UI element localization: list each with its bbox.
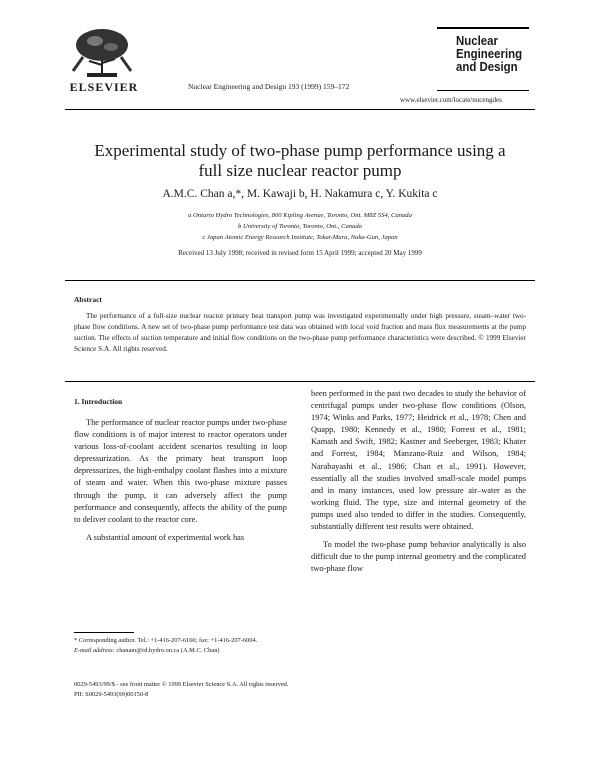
abstract-top-divider	[65, 280, 535, 281]
affiliation-b: b University of Toronto, Toronto, Ont., Canada	[238, 223, 362, 230]
email-address[interactable]: chanam@rd.hydro.on.ca (A.M.C. Chan)	[116, 647, 220, 654]
paragraph: To model the two-phase pump behavior analytically is also difficult due to the pump internal geometry and the complicated two-phase flow	[311, 540, 526, 574]
footnote-divider	[74, 632, 134, 633]
article-title	[65, 141, 535, 181]
section-heading: 1. Introduction	[74, 397, 123, 406]
affiliation-c: c Japan Atomic Energy Research Institute, Tokai-Mura, Naka-Gun, Japan	[202, 234, 398, 241]
email-label: E-mail address:	[74, 647, 115, 654]
paragraph: The performance of nuclear reactor pumps under two-phase flow conditions is of major interest to reactor operators under various loss-of-coolant accident scenarios resulting in loop depressurization. As the primary heat transport loop depressurizes, the high-enthalpy coolant flashes into a mixture of steam and water. When this two-phase mixture passes through the pump, it can adversely affect the pump performance and consequently, affects the ability of the pump to deliver coolant to the reactor core.	[74, 418, 287, 524]
journal-citation: Nuclear Engineering and Design 193 (1999) 159–172	[188, 82, 350, 91]
journal-url[interactable]: www.elsevier.com/locate/nucengdes	[400, 96, 502, 104]
corresponding-author-note: * Corresponding author. Tel.: +1-416-207-6160; fax: +1-416-207-6004.	[74, 637, 258, 644]
article-dates: Received 13 July 1998; received in revised form 15 April 1999; accepted 20 May 1999	[178, 249, 422, 257]
journal-title-line3: and Design	[456, 59, 518, 74]
journal-title-line1: Nuclear	[456, 33, 498, 48]
pii-line: PII: S0029-5493(99)00150-8	[74, 691, 149, 698]
issn-line: 0029-5493/99/$ - see front matter © 1999 Elsevier Science S.A. All rights reserved.	[74, 681, 289, 688]
paragraph: A substantial amount of experimental work has	[86, 532, 245, 542]
left-column	[74, 417, 287, 550]
abstract-bottom-divider	[65, 381, 535, 382]
affiliations	[65, 210, 535, 243]
header-divider	[65, 109, 535, 110]
article-title-line1: Experimental study of two-phase pump performance using a	[94, 141, 506, 160]
email-line	[74, 646, 287, 656]
affiliation-a: a Ontario Hydro Technologies, 800 Kipling Avenue, Toronto, Ont. M8Z 5S4, Canada	[188, 212, 412, 219]
copyright-footer	[74, 680, 288, 700]
publisher-name: ELSEVIER	[69, 80, 139, 94]
footnote	[74, 636, 287, 656]
article-title-line2: full size nuclear reactor pump	[198, 161, 402, 180]
journal-title	[456, 33, 523, 74]
publisher-logo	[67, 27, 137, 87]
elsevier-tree-icon	[67, 27, 137, 79]
right-column	[311, 388, 526, 581]
abstract-heading: Abstract	[74, 295, 102, 304]
journal-title-line2: Engineering	[456, 46, 523, 61]
abstract-body: The performance of a full-size nuclear reactor primary heat transport pump was investigated experimentally under high pressure, steam–water two-phase flow conditions. A new set of two-phase pump performance test data was obtained with local void fraction and mass flux measurements at the pump suction. The effects of suction temperature and initial flow conditions on the two-phase pump performance characteristics were described. © 1999 Elsevier Science S.A. All rights reserved.	[74, 312, 526, 353]
author-list: A.M.C. Chan a,*, M. Kawaji b, H. Nakamura c, Y. Kukita c	[162, 188, 438, 200]
paragraph: been performed in the past two decades to study the behavior of centrifugal pumps under two-phase flow conditions (Olson, 1974; Winks and Parks, 1977; Heidrick et al., 1978; Chen and Quapp, 1980; Kennedy et al., 1980; Forrest et al., 1981; Kamath and Swift, 1982; Kastner and Seeberger, 1983; Khater and Forrest, 1984; Manzano-Ruiz and Wilson, 1984; Narabayashi et al., 1986; Chan et al., 1991). However, essentially all the studies involved small-scale model pumps and in many instances, used low pressure air–water as the working fluid. The type, size and internal geometry of the pumps used also tended to differ in the studies. Consequently, substantially different test results were obtained.	[311, 389, 526, 532]
